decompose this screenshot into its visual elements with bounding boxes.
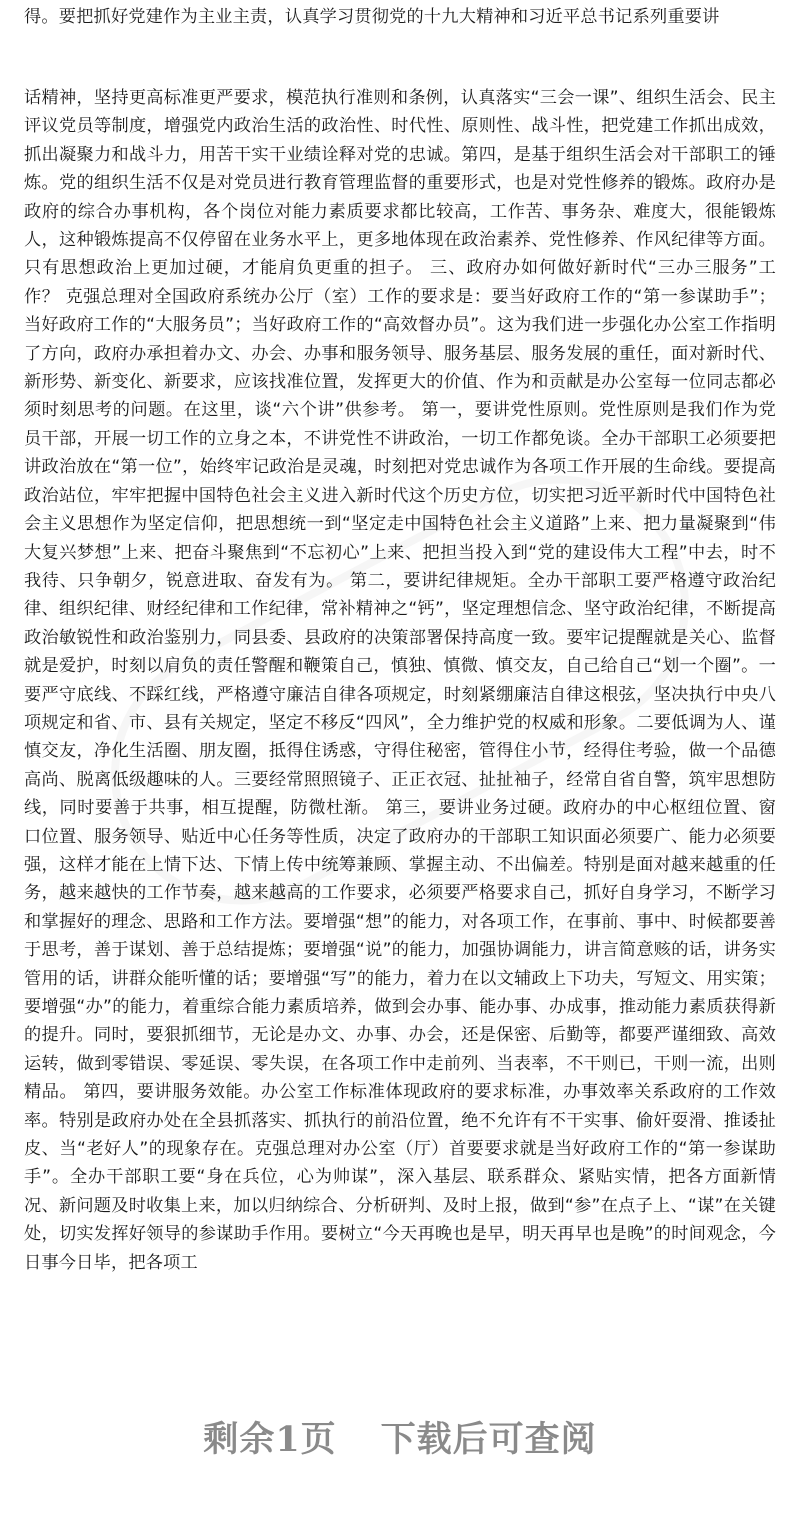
download-prompt-banner[interactable]: [0, 1412, 800, 1462]
document-top-line: 得。要把抓好党建作为主业主责，认真学习贯彻党的十九大精神和习近平总书记系列重要讲: [24, 7, 720, 27]
body-paragraph: 话精神，坚持更高标准更严要求，模范执行准则和条例，认真落实“三会一课”、组织生活会、民主评议党员等制度，增强党内政治生活的政治性、时代性、原则性、战斗性，把党建工作抓出成效，抓出凝聚力和战斗力，用苦干实干业绩诠释对党的忠诚。第四，是基于组织生活会对干部职工的锤炼。党的组织生活不仅是对党员进行教育管理监督的重要形式，也是对党性修养的锻炼。政府办是政府的综合办事机构，各个岗位对能力素质要求都比较高，工作苦、事务杂、难度大，很能锻炼人，这种锻炼提高不仅停留在业务水平上，更多地体现在政治素养、党性修养、作风纪律等方面。只有思想政治上更加过硬，才能肩负更重的担子。 三、政府办如何做好新时代“三办三服务”工作？ 克强总理对全国政府系统办公厅（室）工作的要求是：要当好政府工作的“第一参谋助手”；当好政府工作的“大服务员”；当好政府工作的“高效督办员”。这为我们进一步强化办公室工作指明了方向，政府办承担着办文、办会、办事和服务领导、服务基层、服务发展的重任，面对新时代、新形势、新变化、新要求，应该找准位置，发挥更大的价值、作为和贡献是办公室每一位同志都必须时刻思考的问题。在这里，谈“六个讲”供参考。 第一，要讲党性原则。党性原则是我们作为党员干部，开展一切工作的立身之本，不讲党性不讲政治，一切工作都免谈。全办干部职工必须要把讲政治放在“第一位”，始终牢记政治是灵魂，时刻把对党忠诚作为各项工作开展的生命线。要提高政治站位，牢牢把握中国特色社会主义进入新时代这个历史方位，切实把习近平新时代中国特色社会主义思想作为坚定信仰，把思想统一到“坚定走中国特色社会主义道路”上来、把力量凝聚到“伟大复兴梦想”上来、把奋斗聚焦到“不忘初心”上来、把担当投入到“党的建设伟大工程”中去，时不我待、只争朝夕，锐意进取、奋发有为。 第二，要讲纪律规矩。全办干部职工要严格遵守政治纪律、组织纪律、财经纪律和工作纪律，常补精神之“钙”，坚定理想信念、坚守政治纪律，不断提高政治敏锐性和政治鉴别力，同县委、县政府的决策部署保持高度一致。要牢记提醒就是关心、监督就是爱护，时刻以肩负的责任警醒和鞭策自己，慎独、慎微、慎交友，自己给自己“划一个圈”。一要严守底线、不踩红线，严格遵守廉洁自律各项规定，时刻紧绷廉洁自律这根弦，坚决执行中央八项规定和省、市、县有关规定，坚定不移反“四风”，全力维护党的权威和形象。二要低调为人、谨慎交友，净化生活圈、朋友圈，抵得住诱惑，守得住秘密，管得住小节，经得住考验，做一个品德高尚、脱离低级趣味的人。三要经常照照镜子、正正衣冠、扯扯袖子，经常自省自警，筑牢思想防线，同时要善于共事，相互提醒，防微杜渐。 第三，要讲业务过硬。政府办的中心枢纽位置、窗口位置、服务领导、贴近中心任务等性质，决定了政府办的干部职工知识面必须要广、能力必须要强，这样才能在上情下达、下情上传中统筹兼顾、掌握主动、不出偏差。特别是面对越来越重的任务，越来越快的工作节奏，越来越高的工作要求，必须要严格要求自己，抓好自身学习，不断学习和掌握好的理念、思路和工作方法。要增强“想”的能力，对各项工作，在事前、事中、时候都要善于思考，善于谋划、善于总结提炼；要增强“说”的能力，加强协调能力，讲言简意赅的话，讲务实管用的话，讲群众能听懂的话；要增强“写”的能力，着力在以文辅政上下功夫，写短文、用实策；要增强“办”的能力，着重综合能力素质培养，做到会办事、能办事、办成事，推动能力素质获得新的提升。同时，要狠抓细节，无论是办文、办事、办会，还是保密、后勤等，都要严谨细致、高效运转，做到零错误、零延误、零失误，在各项工作中走前列、当表率，不干则已，干则一流，出则精品。 第四，要讲服务效能。办公室工作标准体现政府的要求标准，办事效率关系政府的工作效率。特别是政府办处在全县抓落实、抓执行的前沿位置，绝不允许有不干实事、偷奸耍滑、推诿扯皮、当“老好人”的现象存在。克强总理对办公室（厅）首要要求就是当好政府工作的“第一参谋助手”。全办干部职工要“身在兵位，心为帅谋”，深入基层、联系群众、紧贴实情，把各方面新情况、新问题及时收集上来，加以归纳综合、分析研判、及时上报，做到“参”在点子上、“谋”在关键处，切实发挥好领导的参谋助手作用。要树立“今天再晚也是早，明天再早也是晚”的时间观念，今日事今日毕，把各项工: [24, 88, 776, 1273]
download-to-view-label[interactable]: 下载后可查阅: [380, 1419, 597, 1460]
remaining-pages-label[interactable]: 剩余1页: [203, 1419, 337, 1460]
document-body: [24, 84, 776, 1277]
